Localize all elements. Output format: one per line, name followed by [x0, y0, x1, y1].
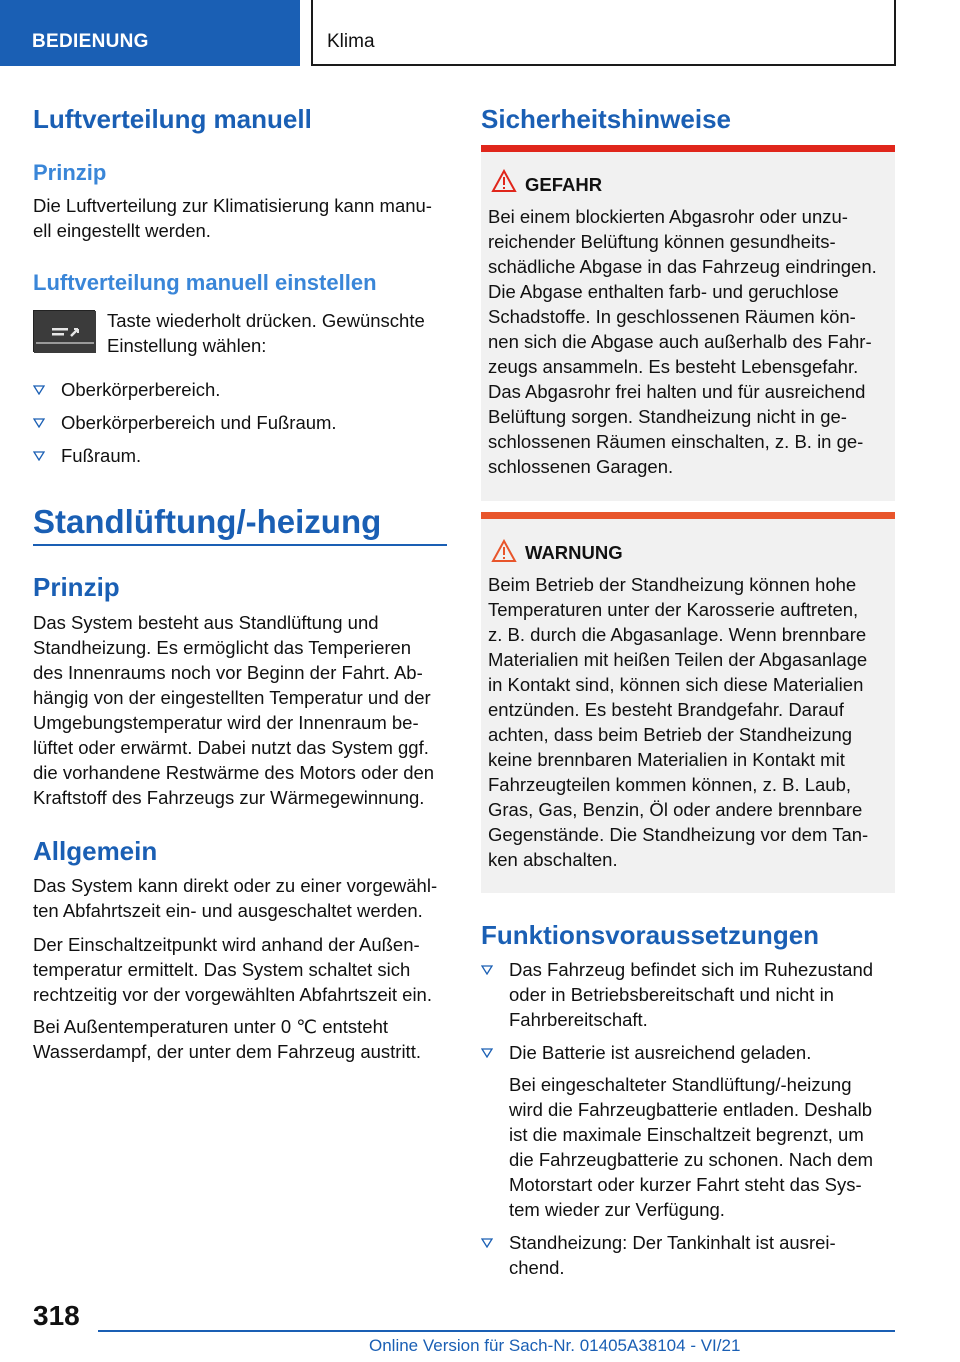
- manual-distribution-title: Luftverteilung manuell: [33, 104, 312, 134]
- requirements-title: Funktionsvoraussetzungen: [481, 920, 820, 950]
- warning-box: [481, 512, 895, 893]
- triangle-bullet-icon: [33, 385, 45, 395]
- danger-box: [481, 145, 895, 501]
- requirement-text: Die Batterie ist ausreichend geladen.: [509, 1042, 812, 1063]
- warning-triangle-icon: [491, 169, 517, 193]
- triangle-bullet-icon: [33, 418, 45, 428]
- footer-divider: [98, 1330, 895, 1332]
- triangle-bullet-icon: [481, 1238, 493, 1248]
- main-title: Standlüftung/-heizung: [33, 503, 382, 540]
- prinzip-heading: Prinzip: [33, 572, 120, 602]
- warning-bar: [481, 512, 895, 519]
- warning-text: Beim Betrieb der Standheizung können hohe Temperaturen unter der Karosserie auftreten, z. B. durch die Abgasanlage. Wenn brennbare Materialien mit heißen Teilen der Abgasanlage in Kontakt sind, können sich diese Materialien entzünden. Es besteht Brandgefahr. Darauf achten, dass beim Betrieb der Standheizung keine brennbaren Materialien in Kontakt mit Fahrzeugteilen kommen können, z. B. Laub, Gras, Gas, Benzin, Öl oder andere brennbare Gegenstände. Die Standheizung vor dem Tan- ken abschalten.: [488, 574, 869, 870]
- prinzip-text: Das System besteht aus Standlüftung und Standheizung. Es ermöglicht das Temperieren des Innenraums noch vor Beginn der Fahrt. Ab- hängig von der eingestellten Temperatur und der Umgebungstemperatur wird der Innenraum be- lüftet oder erwärmt. Dabei nutzt das System ggf. die vorhandene Restwärme des Motors oder den Kraftstoff des Fahrzeugs zur Wärmegewinnung.: [33, 612, 435, 808]
- principle-text: Die Luftverteilung zur Klimatisierung kann manu- ell eingestellt werden.: [33, 195, 432, 241]
- key-instruction: Taste wiederholt drücken. Gewünschte Einstellung wählen:: [107, 310, 425, 356]
- principle-heading: Prinzip: [33, 160, 107, 185]
- chapter-label: Klima: [327, 31, 375, 52]
- warning-triangle-icon: [491, 539, 517, 563]
- battery-note: Bei eingeschalteter Standlüftung/-heizung wird die Fahrzeugbatterie entladen. Deshalb ist die maximale Einschaltzeit begrenzt, um die Fahrzeugbatterie zu schonen. Nach dem Motorstart oder kurzer Fahrt steht das Sys- tem wieder zur Verfügung.: [509, 1074, 874, 1220]
- allgemein-heading: Allgemein: [33, 836, 158, 866]
- allgemein-paragraph-2: Der Einschaltzeitpunkt wird anhand der Außen- temperatur ermittelt. Das System schaltet sich rechtzeitig vor der vorgewählten Abfahrtszeit ein.: [33, 934, 432, 1005]
- danger-bar: [481, 145, 895, 152]
- safety-title: Sicherheitshinweise: [481, 104, 731, 134]
- danger-text: Bei einem blockierten Abgasrohr oder unzu- reichender Belüftung können gesundheits- schädliche Abgase in das Fahrzeug eindringen. Die Abgase enthalten farb- und geruchlose Schadstoffe. In geschlossenen Räumen kön- nen sich die Abgase auch außerhalb des Fahr- zeugs ansammeln. Es besteht Lebensgefahr. Das Abgasrohr frei halten und für ausreichend Belüftung sorgen. Standheizung nicht in ge- schlossenen Räumen einschalten, z. B. in ge- schlossenen Garagen.: [488, 206, 877, 477]
- requirement-text: Standheizung: Der Tankinhalt ist ausrei- chend.: [509, 1232, 836, 1278]
- chapter-tab: [311, 0, 896, 66]
- title-divider: [33, 544, 447, 546]
- danger-label: GEFAHR: [525, 174, 603, 195]
- page-number: 318: [33, 1300, 80, 1331]
- triangle-bullet-icon: [33, 451, 45, 461]
- option-text: Oberkörperbereich und Fußraum.: [61, 412, 337, 433]
- triangle-bullet-icon: [481, 1048, 493, 1058]
- requirement-text: Das Fahrzeug befindet sich im Ruhezustand oder in Betriebsbereitschaft und nicht in Fahrbereitschaft.: [509, 959, 874, 1030]
- warning-label: WARNUNG: [525, 542, 623, 563]
- air-distribution-key-icon: [33, 310, 95, 352]
- option-text: Fußraum.: [61, 445, 142, 466]
- online-version-text: Online Version für Sach-Nr. 01405A38104 - VI/21: [369, 1336, 741, 1355]
- option-text: Oberkörperbereich.: [61, 379, 221, 400]
- section-label: BEDIENUNG: [32, 31, 149, 52]
- section-tab: [0, 0, 300, 66]
- set-distribution-heading: Luftverteilung manuell einstellen: [33, 270, 377, 295]
- allgemein-paragraph-3: Bei Außentemperaturen unter 0 ℃ entsteht Wasserdampf, der unter dem Fahrzeug austritt.: [33, 1016, 421, 1062]
- triangle-bullet-icon: [481, 965, 493, 975]
- allgemein-paragraph-1: Das System kann direkt oder zu einer vorgewähl- ten Abfahrtszeit ein- und ausgeschaltet werden.: [33, 875, 438, 921]
